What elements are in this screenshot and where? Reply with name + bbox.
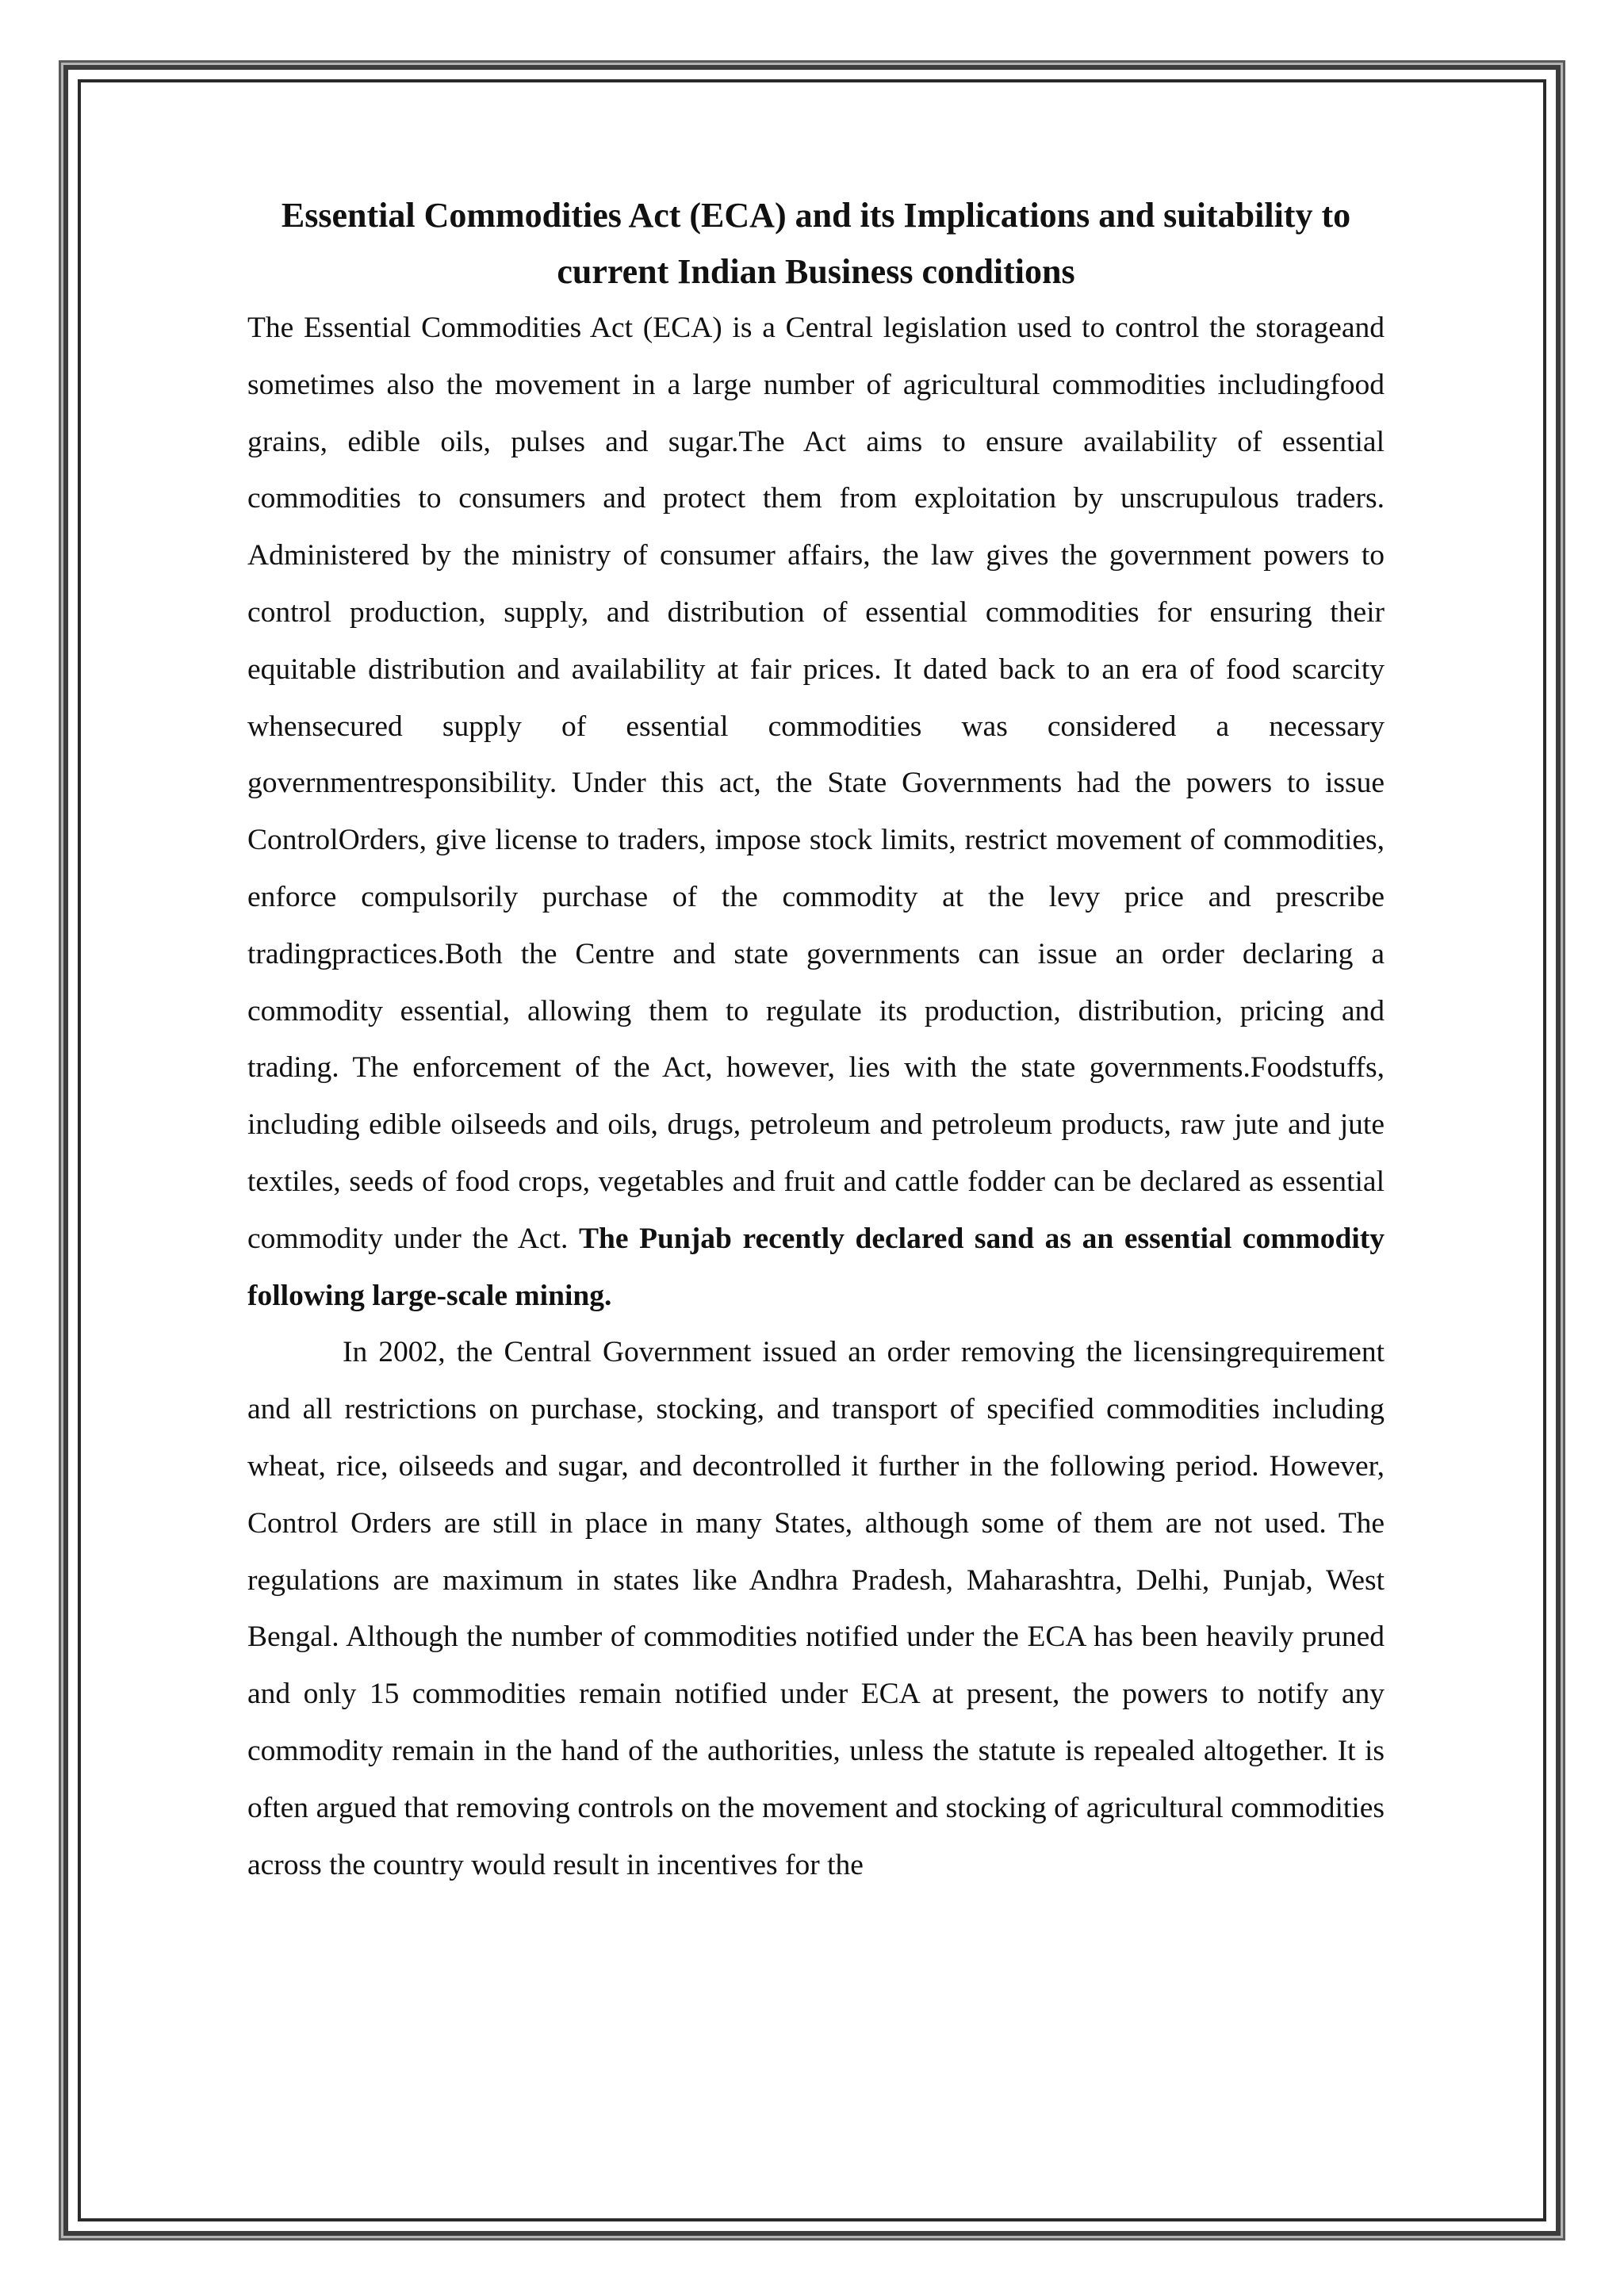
paragraph-1-text: The Essential Commodities Act (ECA) is a Central legislation used to control the storageand sometimes also the movement in a large number of agricultural commodities includingfood grains, edible oils, pulses and sugar.The Act aims to ensure availability of essential commodities to consumers and protect them from exploitation by unscrupulous traders. Administered by the ministry of consumer affairs, the law gives the government powers to control production, supply, and distribution of essential commodities for ensuring their equitable distribution and availability at fair prices. It dated back to an era of food scarcity whensecured supply of essential commodities was considered a necessary governmentresponsibility. Under this act, the State Governments had the powers to issue ControlOrders, give license to traders, impose stock limits, restrict movement of commodities, enforce compulsorily purchase of the commodity at the levy price and prescribe tradingpractices.Both the Centre and state governments can issue an order declaring a commodity essential, allowing them to regulate its production, distribution, pricing and trading. The enforcement of the Act, however, lies with the state governments.Foodstuffs, including edible oilseeds and oils, drugs, petroleum and petroleum products, raw jute and jute textiles, seeds of food crops, vegetables and fruit and cattle fodder can be declared as essential commodity under the Act.: [247, 312, 1385, 1255]
paragraph-1-bold-statement: The Punjab recently declared sand as an essential commodity following large-scale mining.: [247, 1222, 1385, 1312]
paragraph-1: [247, 300, 1385, 1324]
document-title: Essential Commodities Act (ECA) and its Implications and suitability to current Indian Business conditions: [281, 196, 1351, 291]
document-body: [247, 187, 1385, 1893]
paragraph-2: In 2002, the Central Government issued an order removing the licensingrequirement and all restrictions on purchase, stocking, and transport of specified commodities including wheat, rice, oilseeds and sugar, and decontrolled it further in the following period. However, Control Orders are still in place in many States, although some of them are not used. The regulations are maximum in states like Andhra Pradesh, Maharashtra, Delhi, Punjab, West Bengal. Although the number of commodities notified under the ECA has been heavily pruned and only 15 commodities remain notified under ECA at present, the powers to notify any commodity remain in the hand of the authorities, unless the statute is repealed altogether. It is often argued that removing controls on the movement and stocking of agricultural commodities across the country would result in incentives for the: [247, 1336, 1385, 1881]
